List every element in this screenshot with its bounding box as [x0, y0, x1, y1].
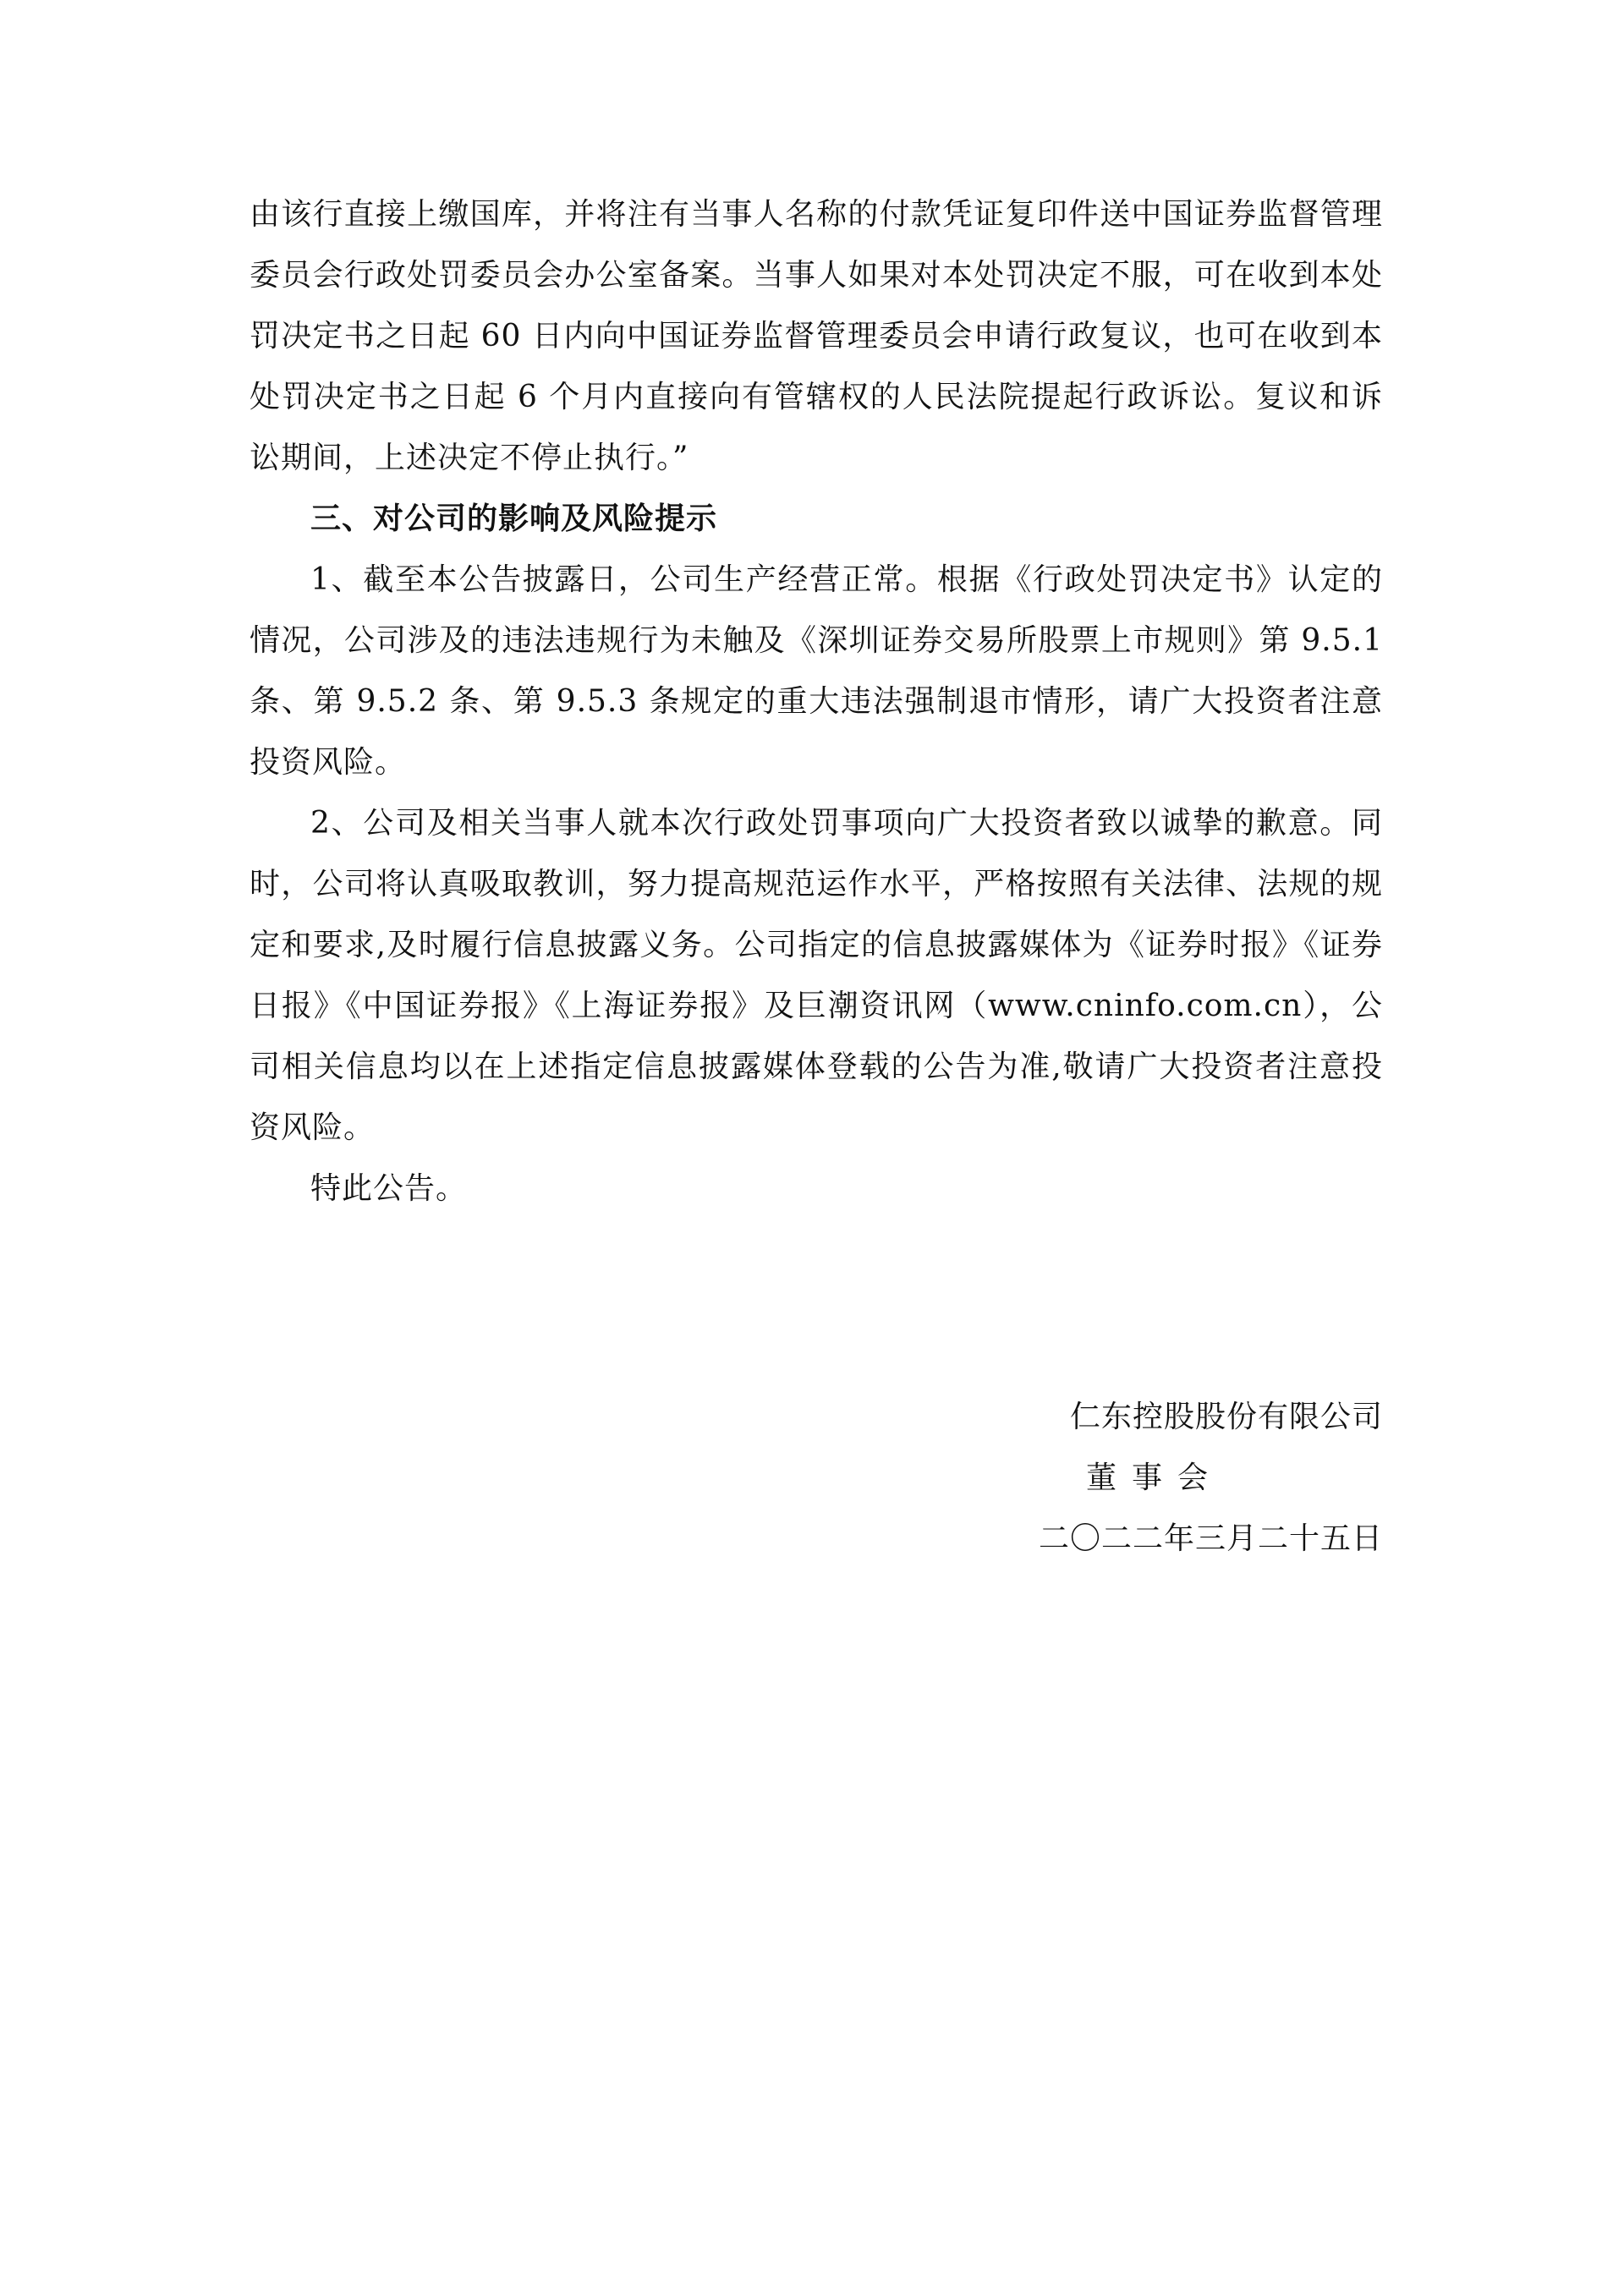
signature-company: 仁东控股股份有限公司 — [1069, 1400, 1383, 1434]
section-heading: 三、对公司的影响及风险提示 — [310, 501, 718, 536]
signature-block — [859, 1387, 1383, 1570]
continued-paragraph: 由该行直接上缴国库，并将注有当事人名称的付款凭证复印件送中国证券监督管理委员会行政处罚委员会办公室备案。当事人如果对本处罚决定不服，可在收到本处罚决定书之日起 60 日内向中国证券监督管理委员会申请行政复议，也可在收到本处罚决定书之日起 6 个月内直接向有管辖权的人民法院提起行政诉讼。复议和诉讼期间，上述决定不停止执行。” — [250, 197, 1383, 475]
closing-statement: 特此公告。 — [310, 1171, 468, 1206]
list-item-2: 2、公司及相关当事人就本次行政处罚事项向广大投资者致以诚挚的歉意。同时，公司将认真吸取教训，努力提高规范运作水平，严格按照有关法律、法规的规定和要求,及时履行信息披露义务。公司指定的信息披露媒体为《证券时报》《证券日报》《中国证券报》《上海证券报》及巨潮资讯网（www.cninfo.com.cn），公司相关信息均以在上述指定信息披露媒体登载的公告为准,敬请广大投资者注意投资风险。 — [250, 806, 1383, 1145]
signature-board: 董事会 — [1085, 1460, 1223, 1495]
document-body — [250, 184, 1383, 1219]
signature-date: 二〇二二年三月二十五日 — [1038, 1521, 1383, 1556]
list-item-1: 1、截至本公告披露日，公司生产经营正常。根据《行政处罚决定书》认定的情况，公司涉及的违法违规行为未触及《深圳证券交易所股票上市规则》第 9.5.1 条、第 9.5.2 条、第 9.5.3 条规定的重大违法强制退市情形，请广大投资者注意投资风险。 — [250, 562, 1383, 780]
